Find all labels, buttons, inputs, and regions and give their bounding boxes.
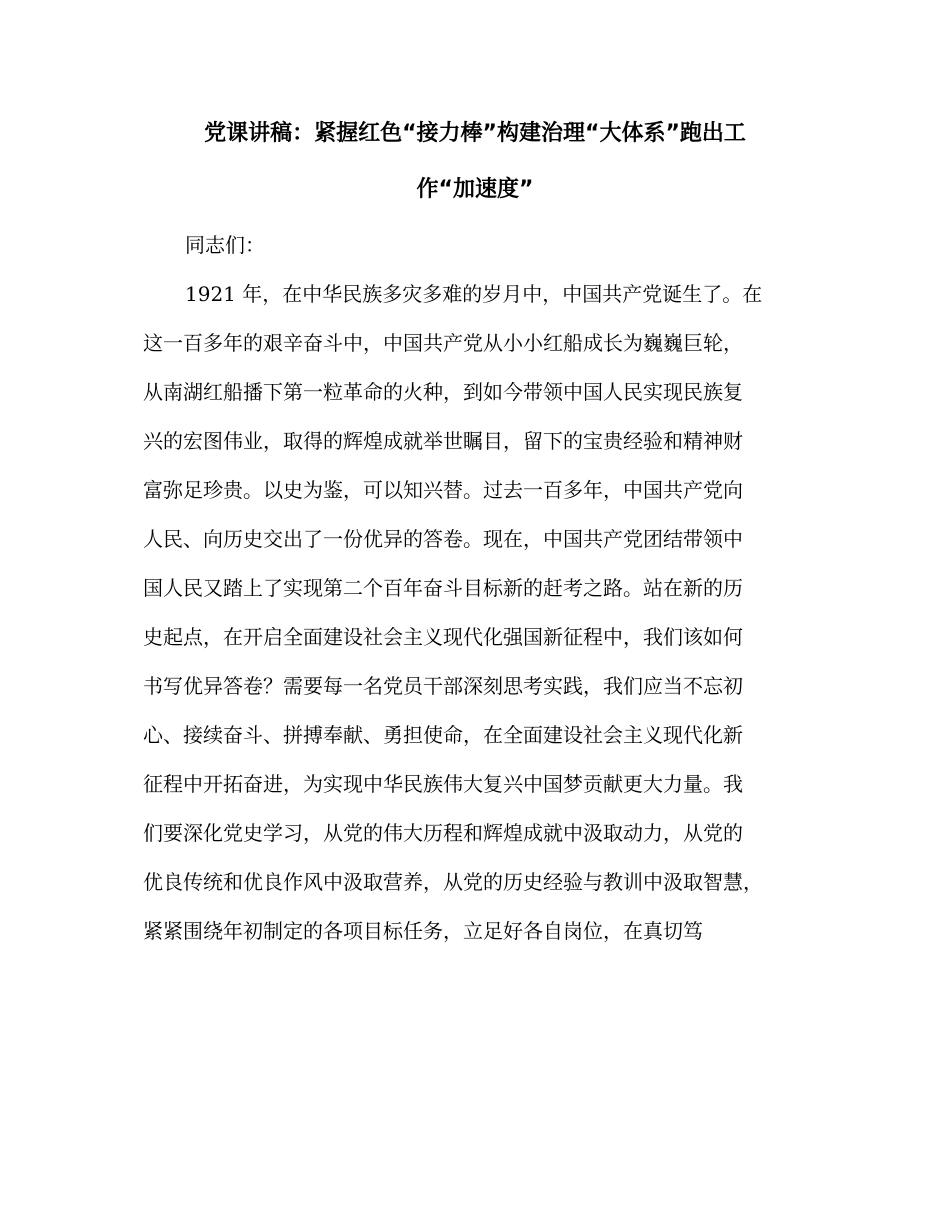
paragraph-line: 国人民又踏上了实现第二个百年奋斗目标新的赶考之路。站在新的历	[143, 576, 743, 600]
paragraph-line: 优良传统和优良作风中汲取营养，从党的历史经验与教训中汲取智慧，	[143, 870, 763, 894]
paragraph-line: 人民、向历史交出了一份优异的答卷。现在，中国共产党团结带领中	[143, 527, 743, 551]
salutation-paragraph	[143, 221, 811, 270]
paragraph-line: 这一百多年的艰辛奋斗中，中国共产党从小小红船成长为巍巍巨轮，	[143, 331, 743, 355]
document-body	[143, 221, 811, 956]
paragraph-line: 从南湖红船播下第一粒革命的火种，到如今带领中国人民实现民族复	[143, 380, 743, 404]
paragraph-line: 书写优异答卷？需要每一名党员干部深刻思考实践，我们应当不忘初	[143, 674, 743, 698]
title-line-2: 作“加速度”	[416, 177, 534, 202]
document-title	[140, 106, 810, 218]
paragraph-line: 兴的宏图伟业，取得的辉煌成就举世瞩目，留下的宝贵经验和精神财	[143, 429, 743, 453]
paragraph-line: 1921 年，在中华民族多灾多难的岁月中，中国共产党诞生了。在	[185, 282, 763, 306]
paragraph-line: 心、接续奋斗、拼搏奉献、勇担使命，在全面建设社会主义现代化新	[143, 723, 743, 747]
paragraph-line: 富弥足珍贵。以史为鉴，可以知兴替。过去一百多年，中国共产党向	[143, 478, 743, 502]
title-line-1: 党课讲稿：紧握红色“接力棒”构建治理“大体系”跑出工	[204, 121, 746, 146]
paragraph-line: 征程中开拓奋进，为实现中华民族伟大复兴中国梦贡献更大力量。我	[143, 772, 743, 796]
body-paragraph	[143, 270, 811, 956]
salutation: 同志们：	[185, 233, 265, 257]
paragraph-line: 们要深化党史学习，从党的伟大历程和辉煌成就中汲取动力，从党的	[143, 821, 743, 845]
paragraph-line: 史起点，在开启全面建设社会主义现代化强国新征程中，我们该如何	[143, 625, 743, 649]
paragraph-line: 紧紧围绕年初制定的各项目标任务，立足好各自岗位，在真切笃	[143, 919, 703, 943]
